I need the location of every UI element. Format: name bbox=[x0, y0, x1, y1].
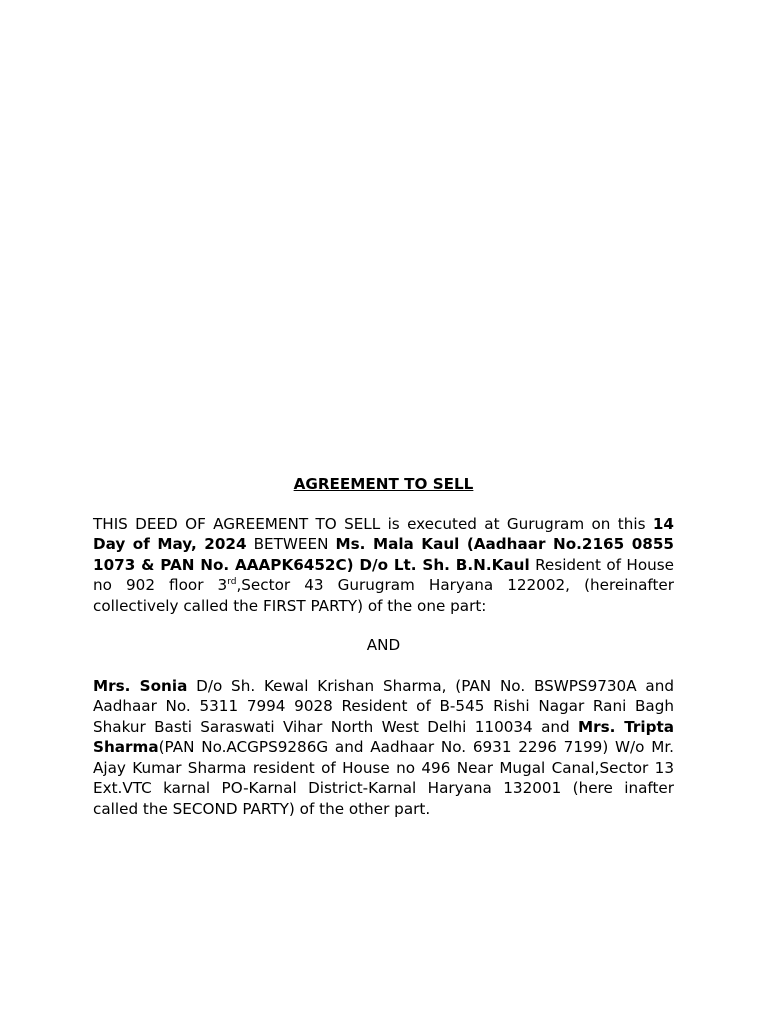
document-title: AGREEMENT TO SELL bbox=[293, 475, 474, 493]
and-separator: AND bbox=[366, 636, 401, 654]
p2-name-tripta: Mrs. Tripta Sharma bbox=[93, 717, 675, 756]
p1-text-2: BETWEEN bbox=[246, 535, 336, 553]
p2-name-sonia: Mrs. Sonia bbox=[93, 676, 188, 695]
p1-superscript: rd bbox=[227, 576, 237, 587]
document-body bbox=[93, 474, 674, 819]
p1-text-1: THIS DEED OF AGREEMENT TO SELL is executed at Gurugram on this bbox=[93, 514, 653, 533]
p2-text-1: D/o Sh. Kewal Krishan Sharma, (PAN No. BSWPS9730A and Aadhaar No. 5311 7994 9028 Resident of B-545 Rishi Nagar Rani Bagh Shakur Basti Saraswati Vihar North West Delhi 110034 and bbox=[93, 676, 674, 736]
second-party-paragraph bbox=[93, 676, 674, 820]
p1-first-party-name: Ms. Mala Kaul (Aadhaar No.2165 0855 1073 & PAN No. AAAPK6452C) D/o Lt. Sh. B.N.Kaul bbox=[93, 535, 674, 574]
p2-text-2: (PAN No.ACGPS9286G and Aadhaar No. 6931 2296 7199) W/o Mr. Ajay Kumar Sharma resident of House no 496 Near Mugal Canal,Sector 13 Ext.VTC karnal PO-Karnal District-Karnal Haryana 132001 (here inafter called the SECOND PARTY) of the other part. bbox=[93, 738, 674, 818]
p1-date: 14 Day of May, 2024 bbox=[93, 514, 674, 553]
p1-text-3: Resident of House no 902 floor 3 bbox=[93, 555, 674, 594]
first-party-paragraph bbox=[93, 514, 674, 617]
p1-text-4: ,Sector 43 Gurugram Haryana 122002, (hereinafter collectively called the FIRST PARTY) of the one part: bbox=[93, 576, 675, 615]
